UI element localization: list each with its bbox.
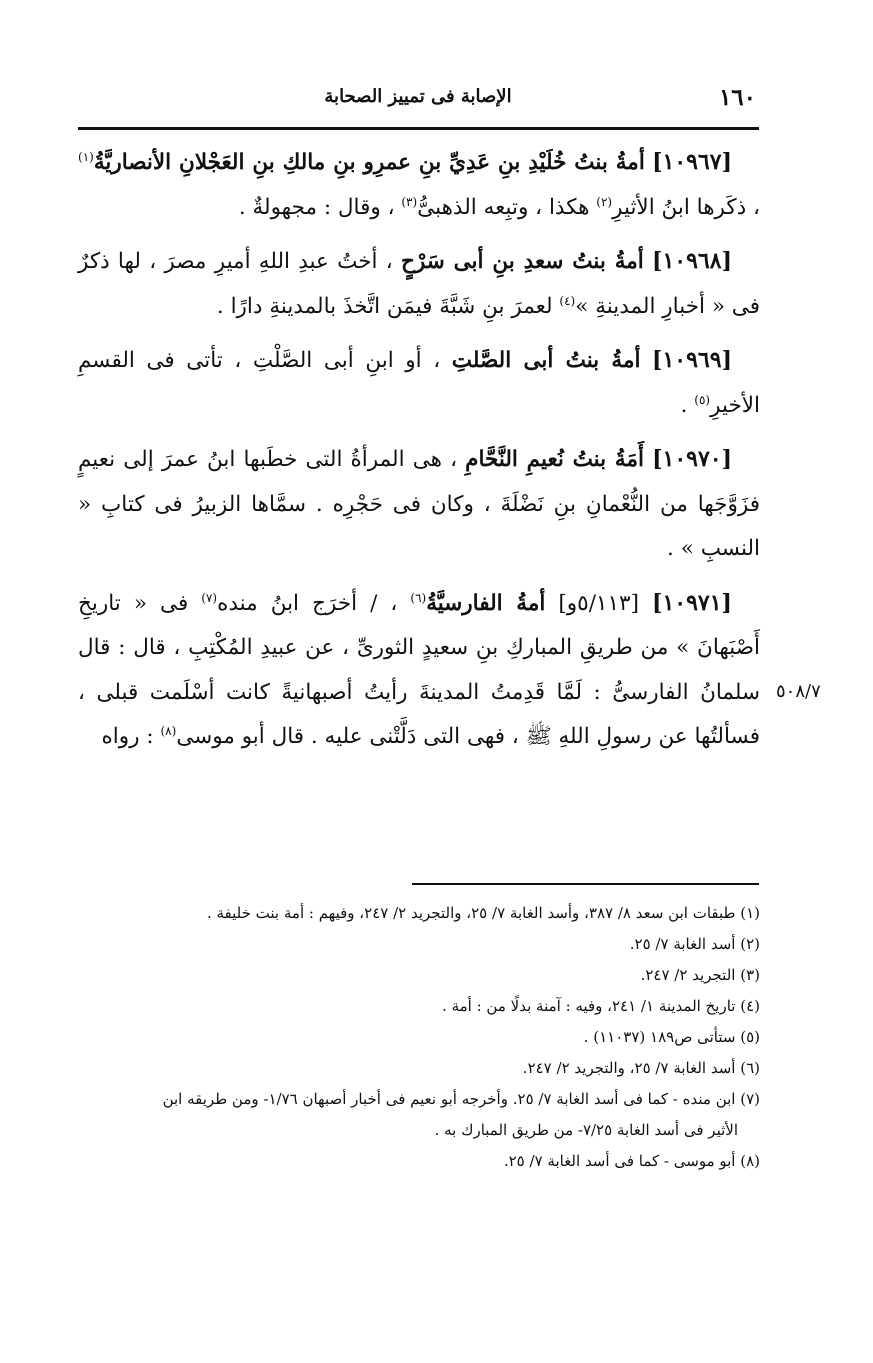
footnote: (٨) أبو موسى - كما فى أسد الغابة ٧/ ٢٥. [503, 1152, 760, 1170]
entry-10971 [78, 581, 760, 760]
footnote: (١) طبقات ابن سعد ٨/ ٣٨٧، وأسد الغابة ٧/ ٢٥، والتجريد ٢/ ٢٤٧، وفيهم : أمة بنت خليفة . [206, 904, 760, 922]
entry-text: لعمرَ بنِ شَبَّةَ فيمَن اتَّخذَ بالمدينةِ دارًا . [216, 293, 553, 319]
note-ref: (١) [78, 149, 94, 164]
note-ref: (٨) [160, 723, 177, 738]
page-number: ١٦٠ [718, 84, 756, 111]
note-ref: (٤) [559, 293, 576, 308]
entry-text: ، ذكَرها ابنُ الأثيرِ [612, 194, 760, 220]
footnotes [78, 898, 760, 1177]
entry-text: ، أو ابنِ أبى الصَّلْتِ ، تأتى فى القسمِ الأخيرِ [78, 348, 760, 418]
note-ref: (٦) [410, 590, 427, 605]
entry-number: [١٠٩٦٨] [652, 248, 732, 274]
entry-text: هكذا ، وتبِعه الذهبىُّ [417, 194, 590, 220]
entry-text: ، / أخرَج ابنُ منده [217, 590, 398, 616]
header-rule [78, 127, 759, 130]
entry-name: أمةُ بنتُ سعدِ بنِ أبى سَرْحٍ [400, 249, 644, 274]
footnote: (٧) ابن منده - كما فى أسد الغابة ٧/ ٢٥. وأخرجه أبو نعيم فى أخبار أصبهان ١/٧٦- ومن طريقه ابن [162, 1090, 760, 1108]
entry-text: . [680, 392, 688, 418]
entry-10968 [78, 239, 760, 329]
entry-number: [١٠٩٧١] [652, 589, 732, 616]
note-ref: (٧) [201, 590, 218, 605]
entry-text: ، هى المرأةُ التى خطَبها ابنُ عمرَ إلى نعيمٍ فزَوَّجَها من النُّعْمانِ بنِ نَضْلَةَ ، وكان فى حَجْرِه . سمَّاها الزبيرُ فى كتابِ « النسبِ » . [78, 447, 760, 561]
entry-name: أمةُ الفارسيَّةُ [426, 590, 546, 616]
manuscript-ref: [٥/١١٣و] [558, 590, 639, 616]
entry-name: أمةُ بنتُ أبى الصَّلتِ [451, 348, 641, 373]
margin-reference: ٥٠٨/٧ [776, 681, 821, 702]
entry-text: : رواه [101, 724, 154, 749]
main-text [78, 140, 760, 769]
note-ref: (٣) [401, 194, 418, 209]
entry-text: فى « تاريخِ أَصْبَهانَ » من طريقِ المباركِ بنِ سعيدٍ الثورىِّ ، عن عبيدِ المُكْتِبِ ، قال : قال سلمانُ الفارسىُّ : لَمَّا قَدِمتُ المدينةَ رأيتُ أصبهانيةً كانت أسْلَمت قبلى ، فسألتُها عن رسولِ اللهِ ﷺ ، فهى التى دَلَّتْنى عليه . قال أبو موسى [78, 590, 760, 749]
note-ref: (٢) [596, 194, 613, 209]
entry-number: [١٠٩٦٩] [652, 347, 732, 373]
footnote: (٣) التجريد ٢/ ٢٤٧. [640, 966, 760, 984]
entry-10967 [78, 140, 760, 230]
footnote: (٦) أسد الغابة ٧/ ٢٥، والتجريد ٢/ ٢٤٧. [522, 1059, 760, 1077]
entry-10969 [78, 338, 760, 428]
running-title: الإصابة فى تمييز الصحابة [324, 86, 512, 107]
entry-text: ، أختُ عبدِ اللهِ أميرِ مصرَ ، لها ذكرٌ فى « أخبارِ المدينةِ » [78, 249, 760, 319]
footnote-continuation: الأثير فى أسد الغابة ٧/٢٥- من طريق المبارك به . [434, 1121, 738, 1139]
footnote: (٢) أسد الغابة ٧/ ٢٥. [629, 935, 760, 953]
note-ref: (٥) [694, 392, 711, 407]
entry-name: أَمَةُ بنتُ نُعيمِ النَّحَّامِ [465, 447, 644, 472]
entry-10970 [78, 437, 760, 572]
entry-name: أمةُ بنتُ خُلَيْدِ بنِ عَدِيِّ بنِ عمرِو بنِ مالكِ بنِ العَجْلانِ الأنصاريَّةُ [93, 150, 645, 175]
entry-number: [١٠٩٦٧] [652, 149, 732, 175]
page-header [78, 84, 758, 120]
footnote: (٤) تاريخ المدينة ١/ ٢٤١، وفيه : آمنة بدلًا من : أمة . [442, 997, 760, 1015]
entry-number: [١٠٩٧٠] [652, 446, 733, 472]
footnote: (٥) ستأتى ص١٨٩ (١١٠٣٧) . [583, 1028, 760, 1046]
footnote-rule [412, 883, 759, 885]
entry-text: ، وقال : مجهولةٌ . [238, 194, 395, 220]
